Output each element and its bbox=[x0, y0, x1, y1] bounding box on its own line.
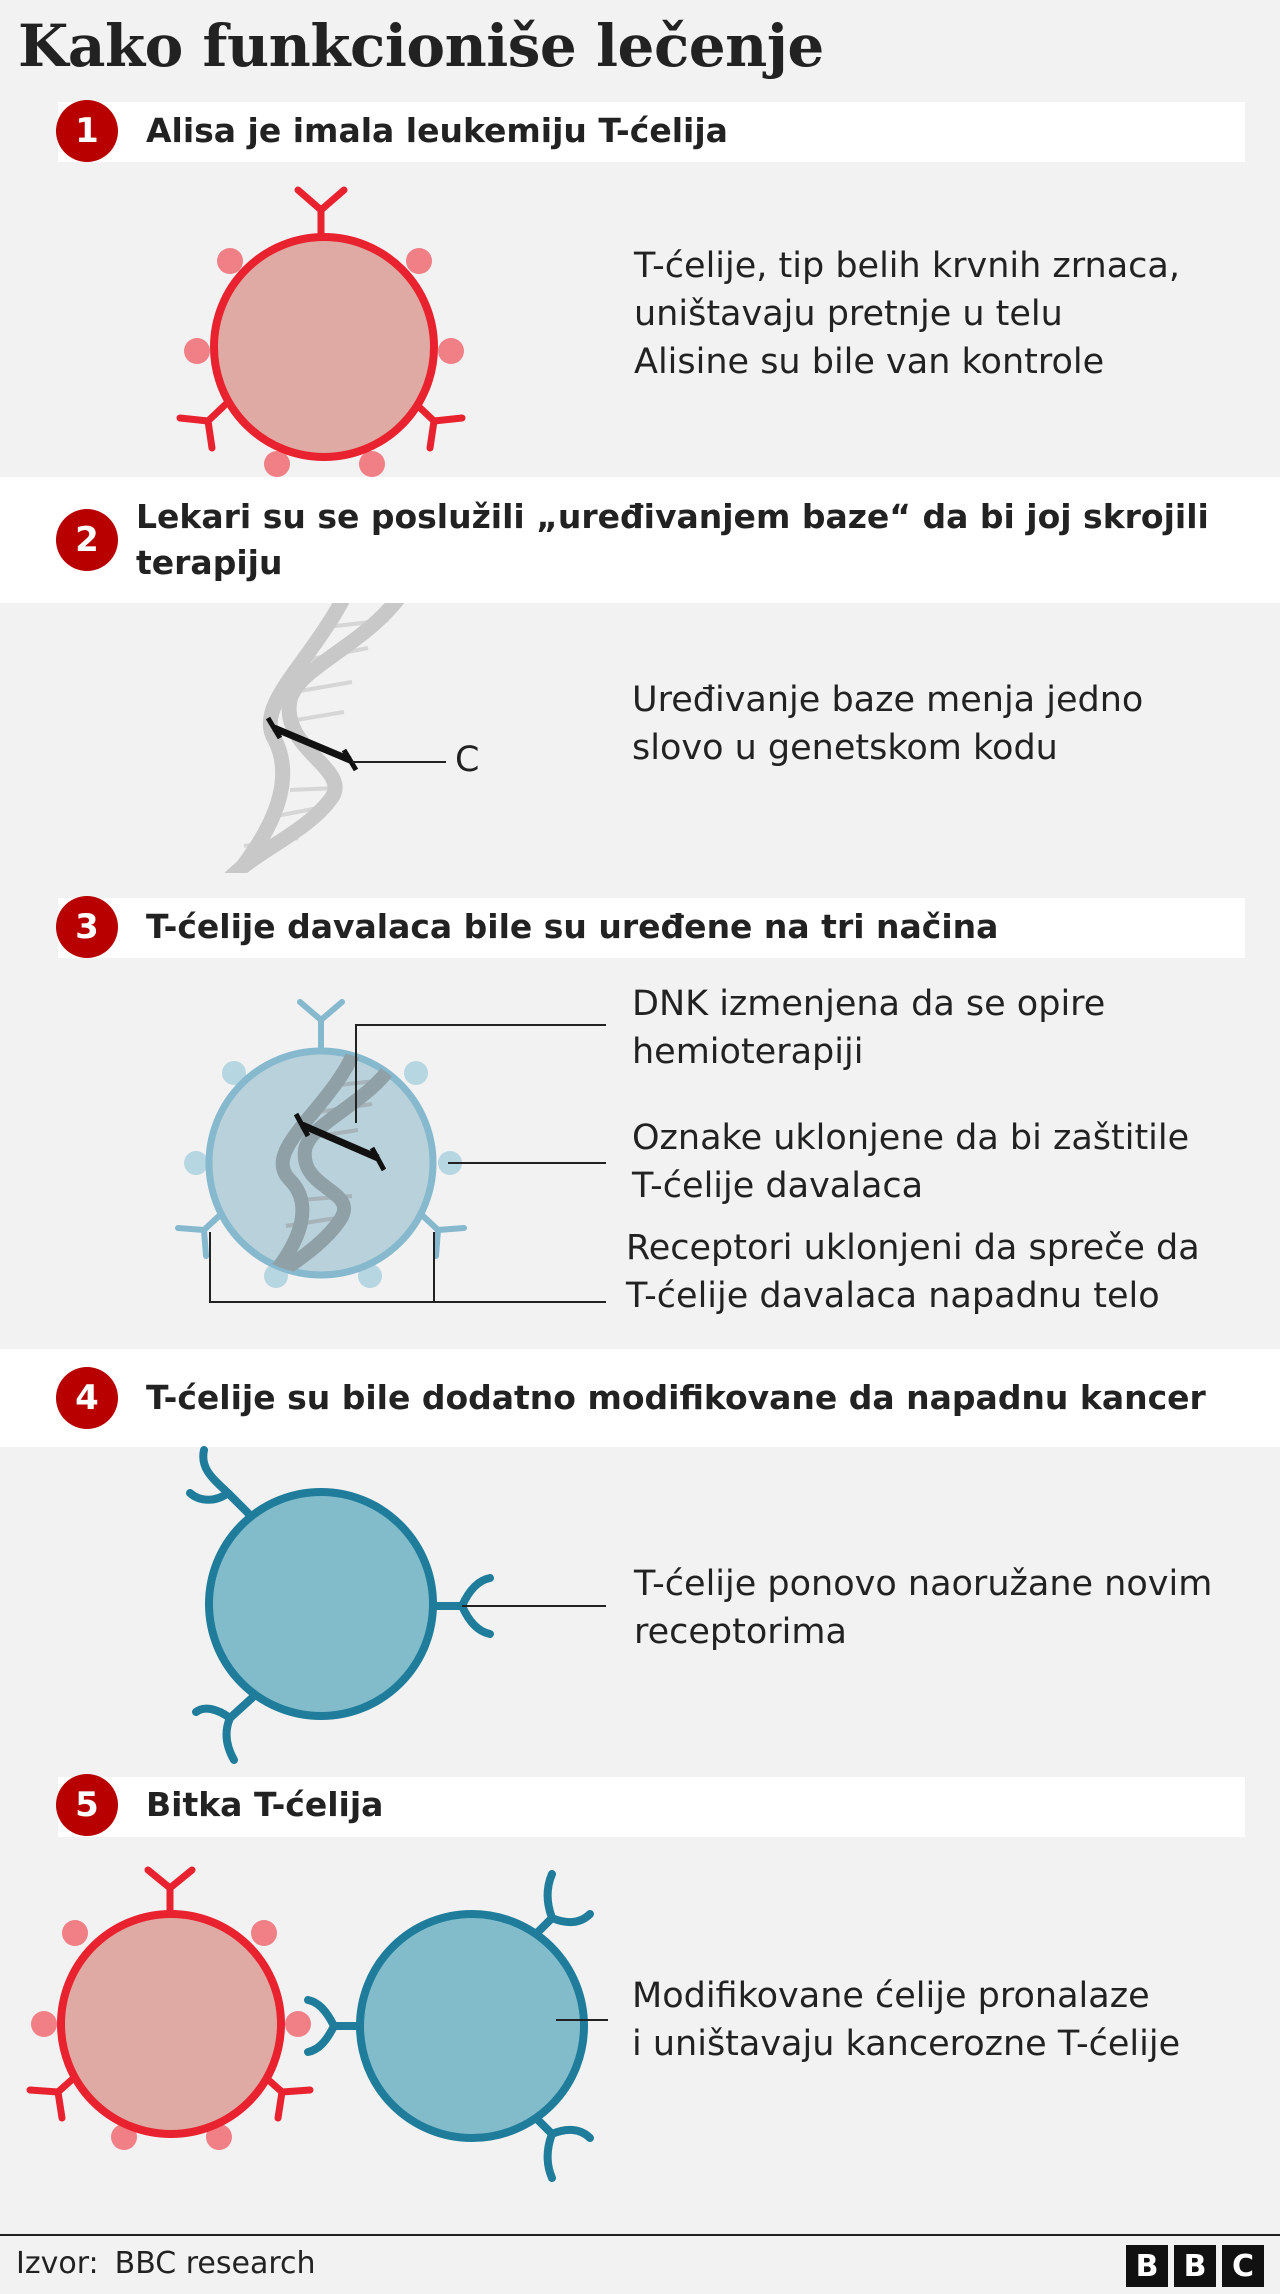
modified-t-cell-icon bbox=[190, 1450, 490, 1760]
source-value: BBC research bbox=[114, 2246, 316, 2281]
step-badge: 4 bbox=[56, 1367, 118, 1429]
cancer-t-cell-icon bbox=[180, 190, 464, 477]
step-1-description: T-ćelije, tip belih krvnih zrnaca, uništavaju pretnje u telu Alisine su bile van kontrole bbox=[634, 246, 1181, 382]
step-badge: 2 bbox=[56, 509, 118, 571]
cancer-t-cell-icon bbox=[30, 1870, 311, 2150]
step-3-description-dna: DNK izmenjena da se opire hemioterapiji bbox=[632, 984, 1106, 1072]
footer-divider bbox=[0, 2234, 1280, 2236]
step-heading: T-ćelije su bile dodatno modifikovane da napadnu kancer bbox=[146, 1378, 1206, 1417]
step-badge: 5 bbox=[56, 1774, 118, 1836]
logo-block: B bbox=[1126, 2245, 1168, 2287]
donor-t-cell-icon bbox=[178, 1002, 464, 1290]
step-badge: 1 bbox=[56, 100, 118, 162]
step-heading: Lekari su se poslužili „uređivanjem baze“ da bi joj skrojili terapiju bbox=[136, 497, 1209, 582]
step-heading: T-ćelije davalaca bile su uređene na tri načina bbox=[146, 907, 999, 946]
step-badge: 3 bbox=[56, 896, 118, 958]
dna-helix-icon bbox=[215, 560, 420, 900]
step-2-description: Uređivanje baze menja jedno slovo u genetskom kodu bbox=[632, 680, 1144, 768]
step-4-description: T-ćelije ponovo naoružane novim receptorima bbox=[634, 1564, 1213, 1652]
bbc-logo bbox=[1126, 2245, 1264, 2287]
logo-block: C bbox=[1222, 2245, 1264, 2287]
dna-base-label: C bbox=[455, 740, 480, 780]
modified-t-cell-icon bbox=[308, 1874, 590, 2178]
step-heading: Alisa je imala leukemiju T-ćelija bbox=[146, 111, 728, 150]
logo-block: B bbox=[1174, 2245, 1216, 2287]
step-5-description: Modifikovane ćelije pronalaze i uništavaju kancerozne T-ćelije bbox=[632, 1976, 1181, 2064]
step-3-description-markers: Oznake uklonjene da bi zaštitile T-ćelije davalaca bbox=[632, 1118, 1190, 1206]
source-credit bbox=[16, 2246, 316, 2281]
source-label: Izvor: bbox=[16, 2246, 99, 2281]
step-heading: Bitka T-ćelija bbox=[146, 1785, 384, 1824]
step-3-description-receptors: Receptori uklonjeni da spreče da T-ćelije davalaca napadnu telo bbox=[626, 1228, 1200, 1316]
page-title: Kako funkcioniše lečenje bbox=[18, 12, 824, 80]
